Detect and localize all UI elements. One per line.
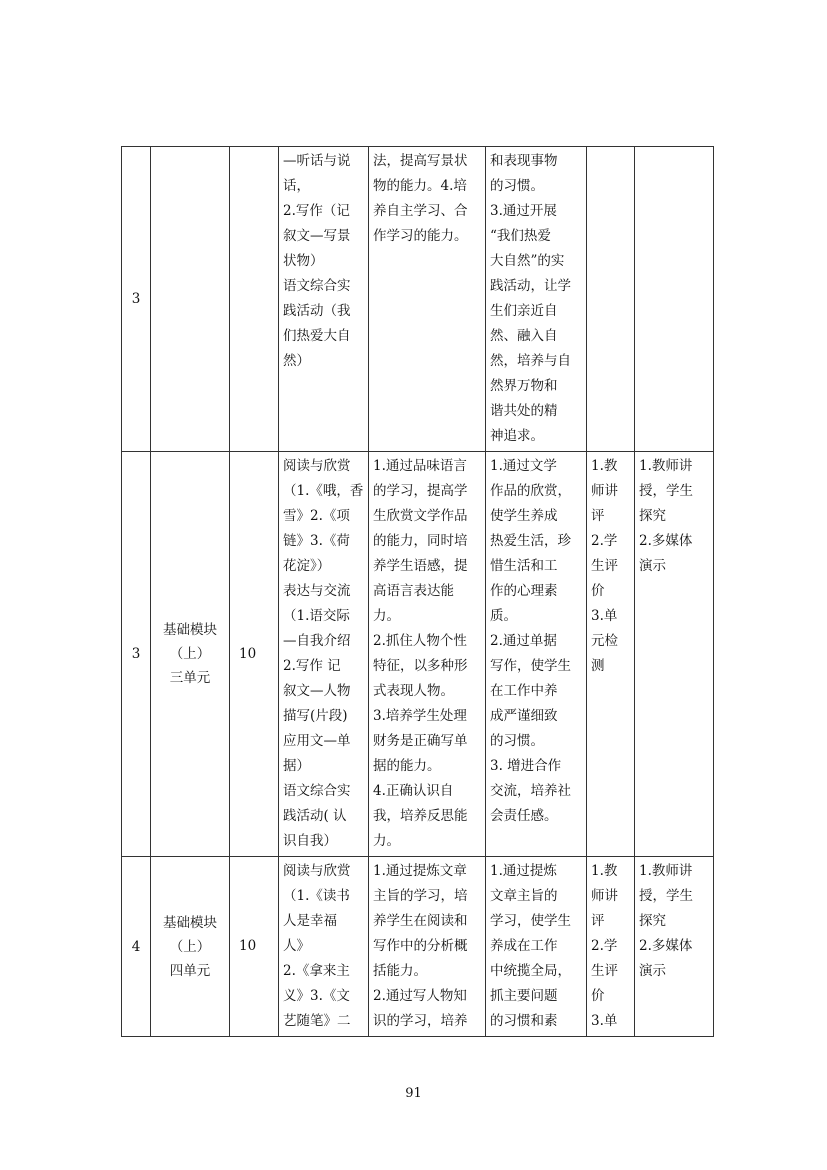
- goals-cell: 1.通过提炼文章 主旨的学习，培 养学生在阅读和 写作中的分析概 括能力。 2.通过写人物知 识的学习，培养: [369, 857, 486, 1037]
- hours-cell: [230, 147, 279, 452]
- table-row: [122, 857, 714, 1037]
- hours-cell: 10: [230, 452, 279, 857]
- goals-cell: 1.通过品味语言 的学习，提高学 生欣赏文学作品 的能力，同时培 养学生语感，提 高语言表达能 力。 2.抓住人物个性 特征，以多种形 式表现人物。 3.培养学生处理 财务是正确写单 据的能力。 4.正确认识自 我，培养反思能 力。: [369, 452, 486, 857]
- module-cell: 基础模块 （上） 四单元: [151, 857, 230, 1037]
- hours-cell: 10: [230, 857, 279, 1037]
- table-row: [122, 147, 714, 452]
- methods-cell: 1.教师讲 授，学生 探究 2.多媒体 演示: [635, 452, 714, 857]
- quality-cell: 1.通过提炼 文章主旨的 学习，使学生 养成在工作 中统揽全局， 抓主要问题 的习惯和素: [486, 857, 587, 1037]
- module-cell: [151, 147, 230, 452]
- content-cell: 阅读与欣赏 （1.《哦，香 雪》2.《项 链》3.《荷 花淀》） 表达与交流 （1.语交际 —自我介绍 2.写作 记 叙文—人物 描写(片段) 应用文—单 据） 语文综合实 践活动( 认 识自我）: [279, 452, 369, 857]
- assessment-cell: [587, 147, 635, 452]
- row-number-cell: 3: [122, 147, 151, 452]
- assessment-cell: 1.教 师讲 评 2.学 生评 价 3.单 元检 测: [587, 452, 635, 857]
- quality-cell: 和表现事物 的习惯。 3.通过开展 “我们热爱 大自然”的实 践活动，让学 生们亲近自 然、融入自 然，培养与自 然界万物和 谐共处的精 神追求。: [486, 147, 587, 452]
- quality-cell: 1.通过文学 作品的欣赏， 使学生养成 热爱生活，珍 惜生活和工 作的心理素 质。 2.通过单据 写作，使学生 在工作中养 成严谨细致 的习惯。 3. 增进合作 交流，培养社 会责任感。: [486, 452, 587, 857]
- module-cell: 基础模块 （上） 三单元: [151, 452, 230, 857]
- methods-cell: [635, 147, 714, 452]
- table-row: [122, 452, 714, 857]
- goals-cell: 法，提高写景状 物的能力。4.培 养自主学习、合 作学习的能力。: [369, 147, 486, 452]
- content-cell: —听话与说 话， 2.写作（记 叙文—写景 状物） 语文综合实 践活动（我 们热爱大自 然）: [279, 147, 369, 452]
- row-number-cell: 4: [122, 857, 151, 1037]
- methods-cell: 1.教师讲 授，学生 探究 2.多媒体 演示: [635, 857, 714, 1037]
- teaching-schedule-table: [121, 146, 714, 1037]
- page-number: 91: [405, 1086, 422, 1101]
- assessment-cell: 1.教 师讲 评 2.学 生评 价 3.单: [587, 857, 635, 1037]
- row-number-cell: 3: [122, 452, 151, 857]
- content-cell: 阅读与欣赏 （1.《读书 人是幸福 人》 2.《拿来主 义》3.《文 艺随笔》二: [279, 857, 369, 1037]
